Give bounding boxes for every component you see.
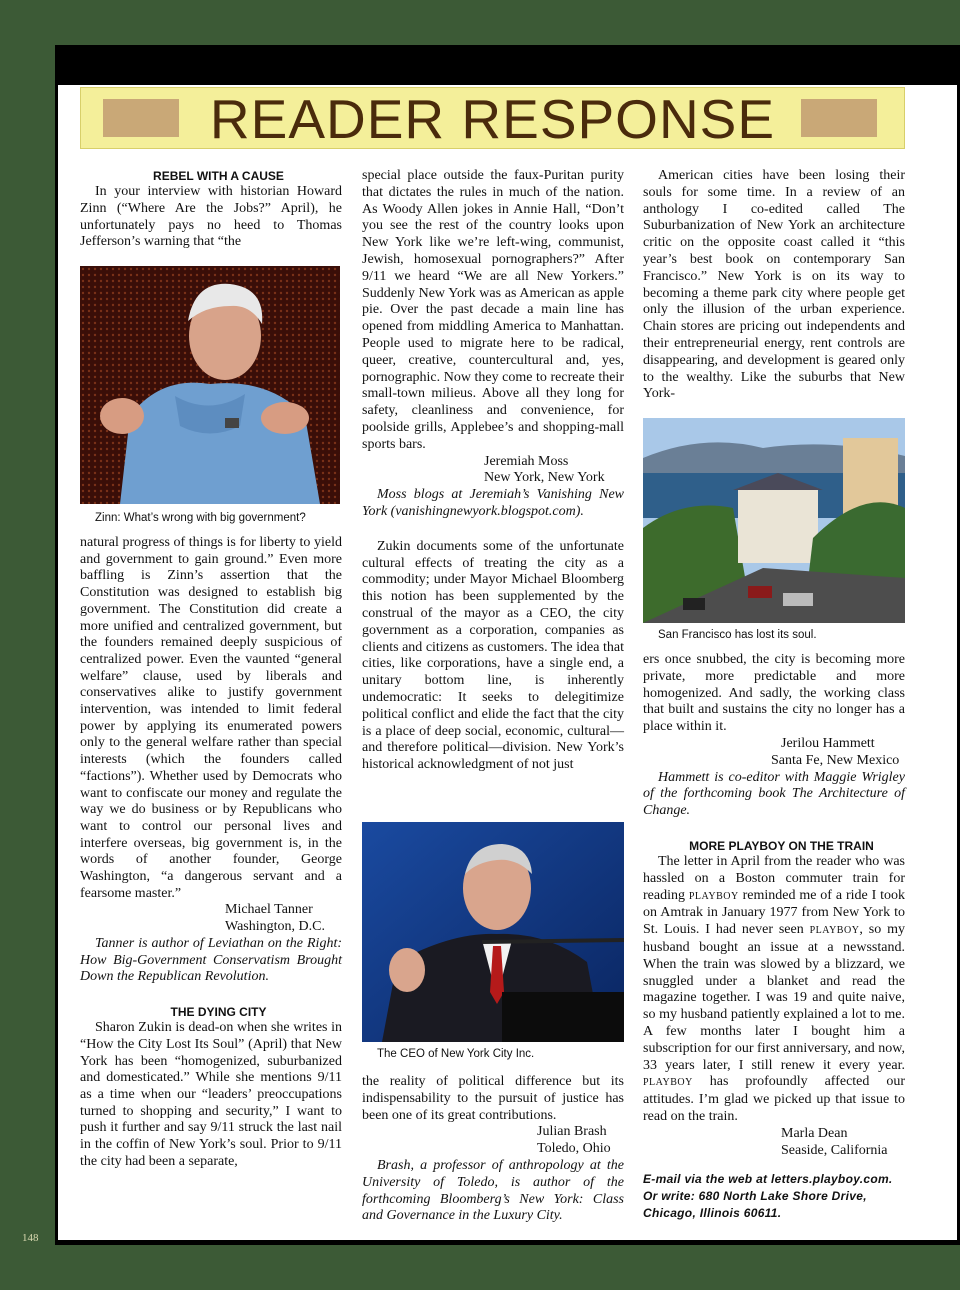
contact-address: Or write: 680 North Lake Shore Drive, <box>643 1189 867 1204</box>
letter-text: ers once snubbed, the city is becoming more private, more predictable and more homogenized. And sadly, the working class that built and sustains the city no longer has a place within it. <box>643 652 905 735</box>
letter-text: Sharon Zukin is dead-on when she writes in “How the City Lost Its Soul” (April) that New York has been “homogenized, suburbanized and domesticated.” While she mentions 9/11 as a time when our “leaders’ preoccupations turned to shopping and security,” I want to push it further and say 9/11 struck the last nail in the coffin of New York’s soul. Prior to 9/11 the city had been a separate, <box>80 1020 342 1169</box>
caption-zinn-block <box>80 510 342 527</box>
letter-text: the reality of political difference but its indispensability to the pursuit of justice has been one of its great contributions. <box>362 1074 624 1123</box>
letter-text: special place outside the faux-Puritan purity that dictates the rules in much of the nation. As Woody Allen jokes in Annie Hall, “Don’t you see the rest of the country looks upon New York like we’re left-wing, communist, Jewish, homosexual pornographers?” After 9/11 we heard “We are all New Yorkers.” Suddenly New York was as American as apple pie. Over the past decade a main line has opened from middling America to Manhattan. People used to migrate here to be radical, queer, creative, countercultural and, yes, pornographic. Now they come to recreate their small-town milieus. Above all they long for safety, cleanliness and convenience, for poolside grills, Applebee’s and shopping-mall sports bars. <box>362 168 624 452</box>
top-black-bar <box>55 45 960 85</box>
playboy-name: PLAYBOY <box>809 925 860 937</box>
contact-email: E-mail via the web at letters.playboy.com. <box>643 1172 893 1187</box>
letter-text: natural progress of things is for liberty to yield and government to gain ground.” Even more baffling is Zinn’s assertion that the Constitution was designed to establish big government. The Constitution did create a more unified and centralized government, but the founders remained deeply suspicious of centralized power. Even the vaunted “general welfare” clause, used by liberals and conservatives alike to justify government intervention, was intended to limit federal power by applying its enumerated powers only to the general welfare rather than special interests (which the founders called “factions”). Whether used by Democrats who want to confiscate our money and regulate the way we do business or by Republicans who want to control our personal lives and interfere overseas, big government is, in the words of another founder, George Washington, “a dangerous servant and a fearsome master.” <box>80 535 342 901</box>
contact-info <box>643 1171 905 1222</box>
letter-text: In your interview with historian Howard Zinn (“Where Are the Jobs?” April), he unfortunately pays no heed to Thomas Jefferson’s warning that “the <box>80 184 342 250</box>
column-1 <box>80 168 342 251</box>
signature-name: Julian Brash <box>537 1124 607 1140</box>
caption-sf-block <box>643 627 905 644</box>
bottom-border <box>55 1240 960 1245</box>
column-1-continued <box>80 535 342 1171</box>
signature-name: Jeremiah Moss <box>484 453 569 469</box>
zinn-photo-illustration <box>80 266 340 504</box>
signature-place: Santa Fe, New Mexico <box>771 752 900 768</box>
san-francisco-photo-illustration <box>643 418 905 623</box>
signature-name: Marla Dean <box>781 1125 848 1141</box>
signature-name: Jerilou Hammett <box>781 735 875 751</box>
letter-text-part: The letter in April from the reader who was hassled on a Boston commuter train for reading <box>643 853 905 903</box>
photo-bloomberg <box>362 822 624 1042</box>
photo-caption: Zinn: What’s wrong with big government? <box>95 512 306 524</box>
author-note: Moss blogs at Jeremiah’s Vanishing New York (vanishingnewyork.blogspot.com). <box>362 487 624 519</box>
signature-place: Toledo, Ohio <box>537 1141 611 1157</box>
author-note: Hammett is co-editor with Maggie Wrigley of the forthcoming book The Architecture of Change. <box>643 769 905 819</box>
signature-place: Seaside, California <box>781 1142 888 1158</box>
photo-zinn <box>80 266 340 504</box>
column-2 <box>362 168 624 774</box>
photo-san-francisco <box>643 418 905 623</box>
column-2-continued <box>362 1074 624 1225</box>
photo-caption: The CEO of New York City Inc. <box>377 1048 535 1060</box>
caption-bloomberg-block <box>362 1046 624 1063</box>
letter-heading: THE DYING CITY <box>170 1005 267 1020</box>
letter-heading: REBEL WITH A CAUSE <box>153 169 284 183</box>
letter-text-part: reminded me of a ride I took on Amtrak in January 1977 from New York to St. Louis. I had never seen <box>643 887 906 938</box>
photo-caption: San Francisco has lost its soul. <box>658 629 817 641</box>
column-3-continued <box>643 652 905 1222</box>
letter-text <box>643 854 905 1126</box>
column-3 <box>643 168 905 403</box>
author-note: Tanner is author of Leviathan on the Right: How Big-Government Conservatism Brought Down the Republican Revolution. <box>80 936 342 985</box>
letter-text-part: , so my husband bought an issue at a newsstand. When the train was slowed by a blizzard, we snuggled under a blanket and read the magazine together. I was 19 and quite naive, so my husband patiently explained a lot to me. A few months later I bought him a subscription for our first anniversary, and now, 33 years later, I still renew it every year. <box>643 922 905 1073</box>
letter-text: American cities have been losing their souls for some time. In a review of an anthology I co-edited called The Suburbanization of New York an architecture critic on the opposite coast called it “this year’s best book on contemporary San Francisco.” New York is on its way to becoming a theme park city where people get only the illusion of the urban experience. Chain stores are pricing out independents and their entrepreneurial energy, rent controls are disappearing, and development is geared only to the wealthy. Like the suburbs that New York- <box>643 168 905 402</box>
page-title: READER RESPONSE <box>209 88 776 150</box>
page-number: 148 <box>22 1232 39 1244</box>
letter-text: Zukin documents some of the unfortunate cultural effects of treating the city as a commodity; under Mayor Michael Bloomberg this notion has been supplemented by the construal of the mayor as a CEO, the city government as a corporation, companies as clients and citizens as customers. The idea that cities, like corporations, have a single end, a unitary bottom line, is inherently undemocratic: It seeks to delegitimize political conflict and elide the fact that the city is a place of deep social, economic, cultural—and therefore political—division. New York’s historical acknowledgment of not just <box>362 538 624 773</box>
letter-heading: MORE PLAYBOY ON THE TRAIN <box>689 838 874 853</box>
section-header <box>80 87 905 149</box>
signature-place: New York, New York <box>484 470 605 486</box>
left-border <box>55 45 58 1245</box>
bloomberg-photo-illustration <box>362 822 624 1042</box>
contact-city: Chicago, Illinois 60611. <box>643 1206 782 1221</box>
signature-place: Washington, D.C. <box>225 919 325 935</box>
playboy-name: PLAYBOY <box>688 890 739 902</box>
signature-name: Michael Tanner <box>225 902 313 918</box>
author-note: Brash, a professor of anthropology at the University of Toledo, is author of the forthcoming Bloomberg’s New York: Class and Governance in the Luxury City. <box>362 1157 624 1224</box>
playboy-name: PLAYBOY <box>643 1077 693 1089</box>
letter-text-part: has profoundly affected our attitudes. I’m glad we picked up that issue to read on the train. <box>643 1074 906 1124</box>
